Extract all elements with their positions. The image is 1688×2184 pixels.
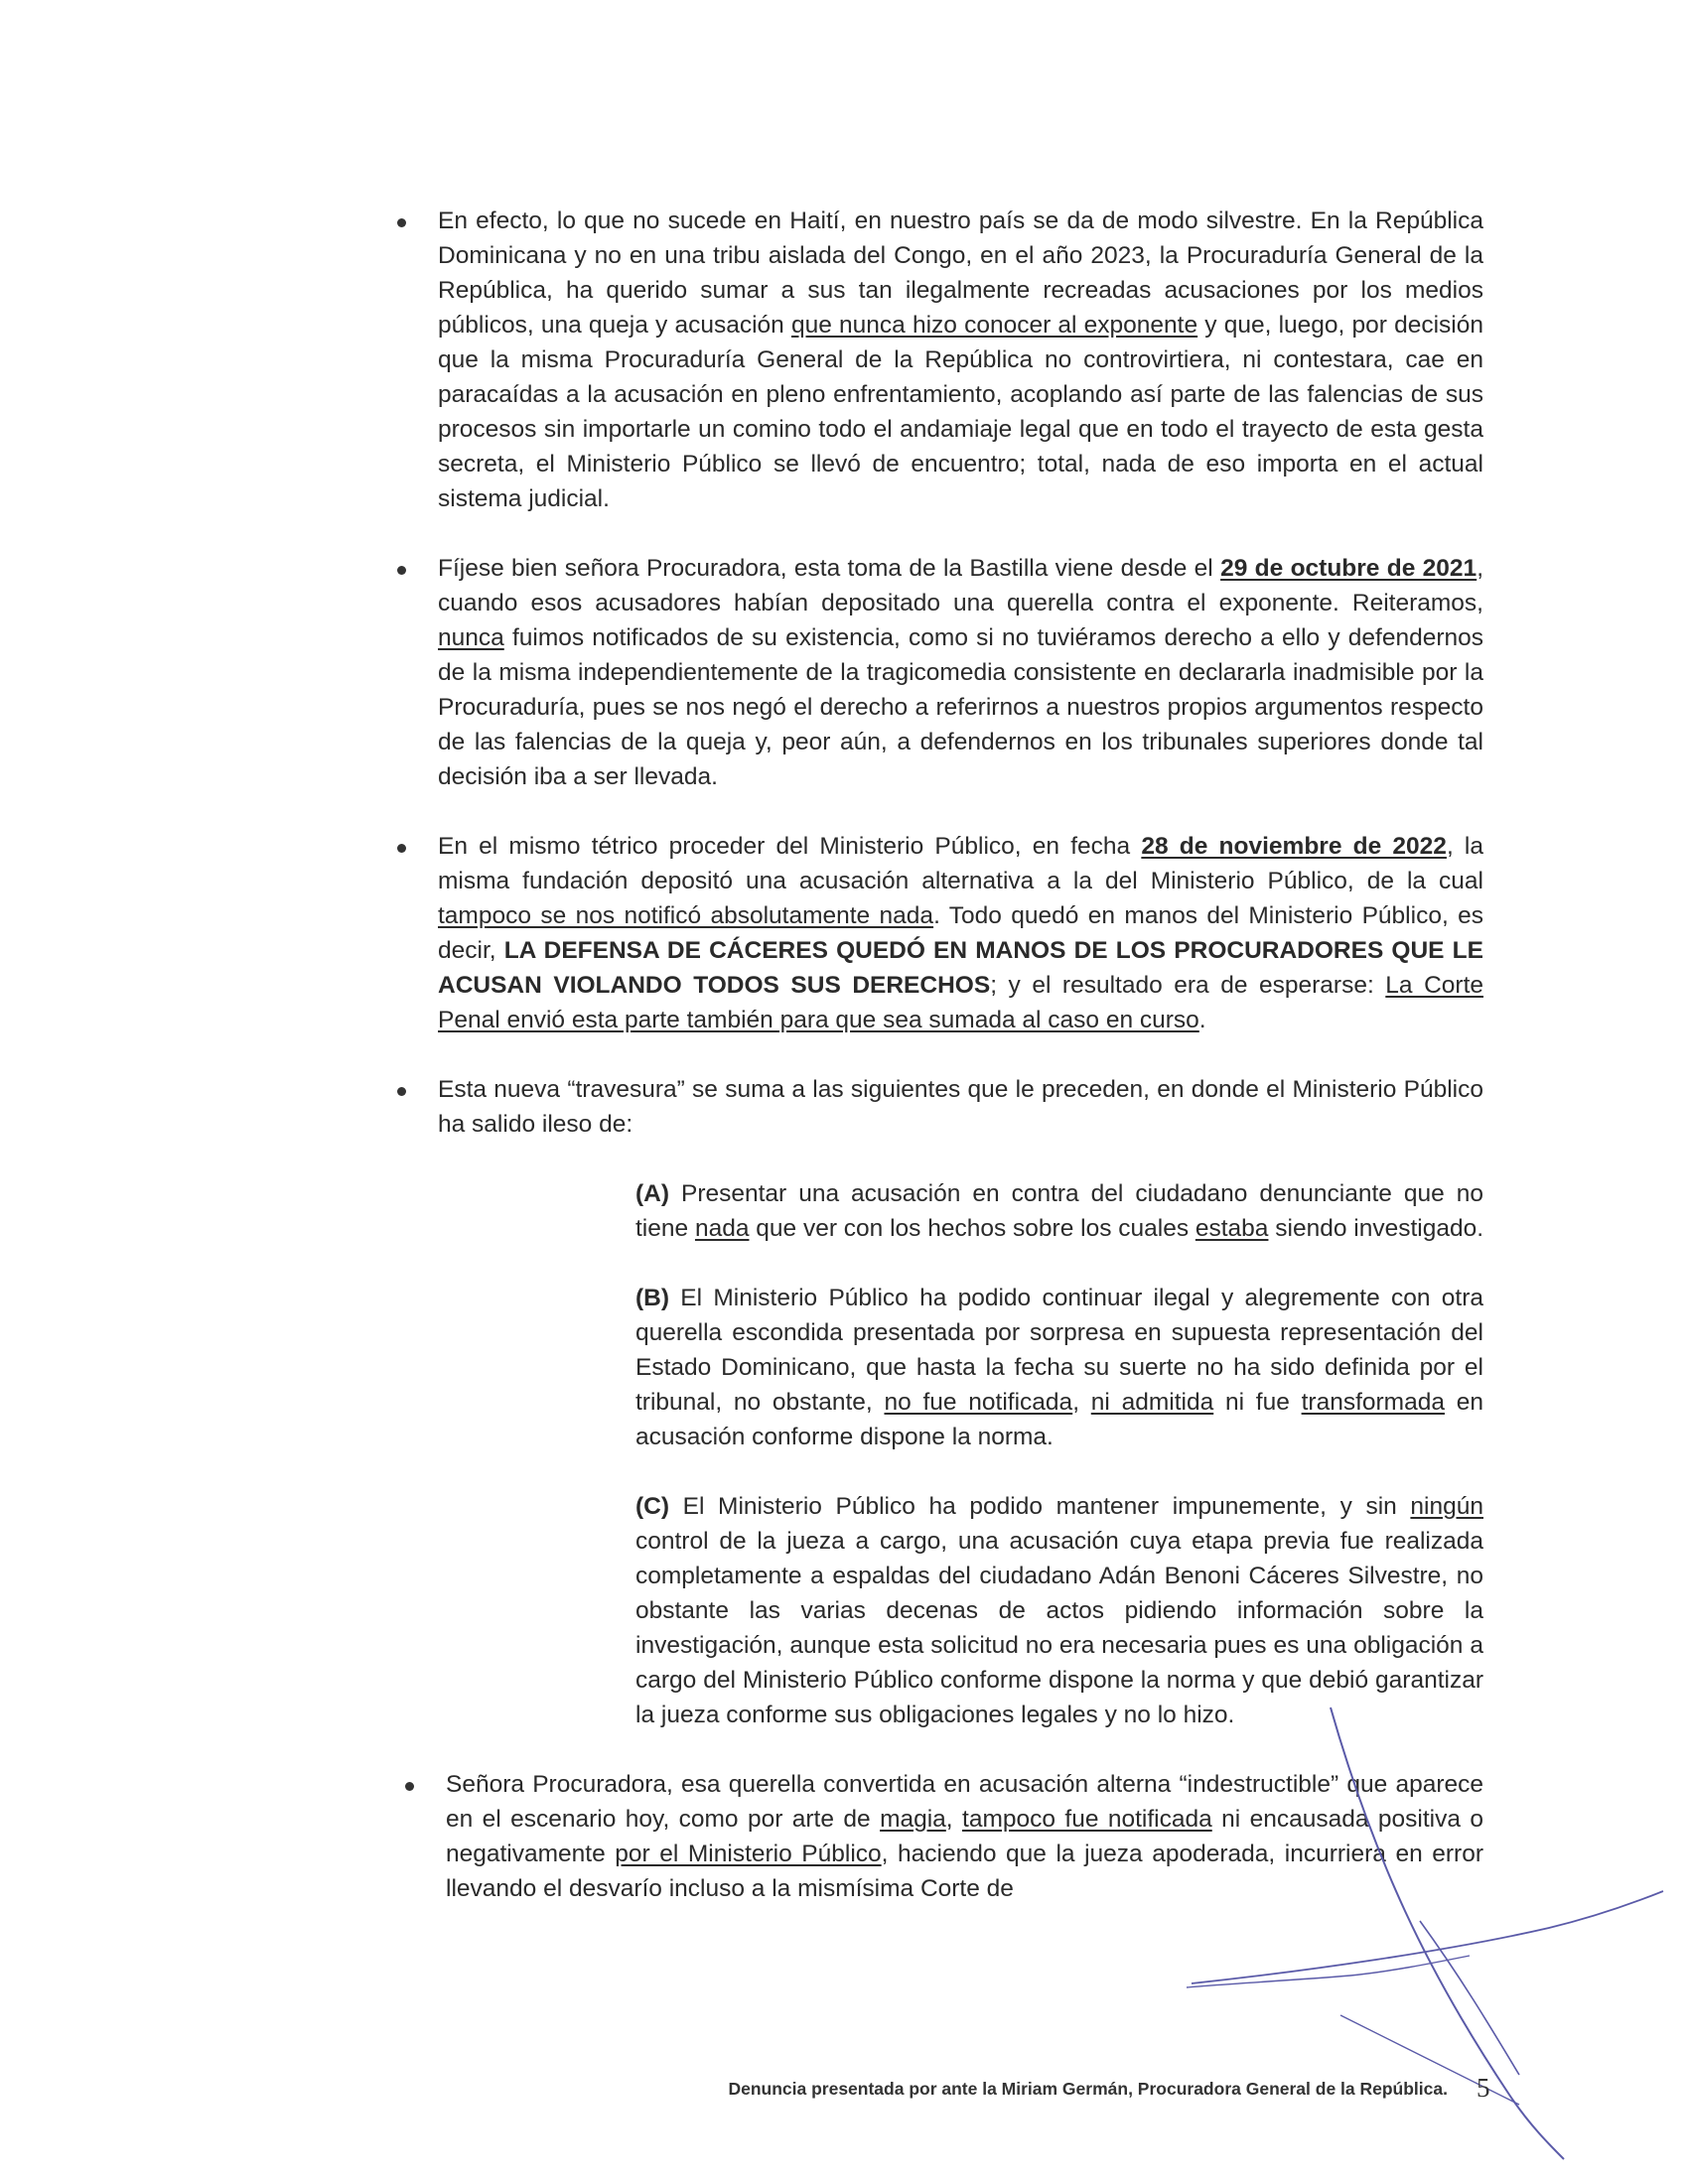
emphasis-text: La Corte Penal envió esta parte también para que sea sumada al caso en curso [438,972,1483,1033]
emphasis-text: transformada [1301,1389,1445,1416]
paragraph-text: En efecto, lo que no sucede en Haití, en nuestro país se da de modo silvestre. En la República Dominicana y no en una tribu aislada del Congo, en el año 2023, la Procuraduría General de la República, ha querido sumar a sus tan ilegalmente recreadas acusaciones por los medios públicos, una queja y acusación que nunca hizo conocer al exponente y que, luego, por decisión que la misma Procuraduría General de la República no controvirtiera, ni contestara, cae en paracaídas a la acusación en pleno enfrentamiento, acoplando así parte de las falencias de sus procesos sin importarle un comino todo el andamiaje legal que en todo el trayecto de esta gesta secreta, el Ministerio Público se llevó de encuentro; total, nada de eso importa en el actual sistema judicial. [438,207,1483,512]
footer-text: Denuncia presentada por ante la Miriam Germán, Procuradora General de la República. [728,2079,1448,2099]
emphasis-text: estaba [1195,1215,1269,1242]
paragraph-text: En el mismo tétrico proceder del Ministerio Público, en fecha 28 de noviembre de 2022, la misma fundación depositó una acusación alternativa a la del Ministerio Público, de la cual tampoco se nos notificó absolutamente nada. Todo quedó en manos del Ministerio Público, es decir, LA DEFENSA DE CÁCERES QUEDÓ EN MANOS DE LOS PROCURADORES QUE LE ACUSAN VIOLANDO TODOS SUS DERECHOS; y el resultado era de esperarse: La Corte Penal envió esta parte también para que sea sumada al caso en curso. [438,833,1484,1033]
sub-item-b: (B) El Ministerio Público ha podido continuar ilegal y alegremente con otra querella escondida presentada por sorpresa en supuesta representación del Estado Dominicano, que hasta la fecha su suerte no ha sido definida por el tribunal, no obstante, no fue notificada, ni admitida ni fue transformada en acusación conforme dispone la norma. [635,1285,1483,1450]
emphasis-text: que nunca hizo conocer al exponente [790,312,1198,339]
signature-stroke [1192,1891,1663,1983]
emphasis-text: ningún [1410,1493,1483,1520]
paragraph-text: Esta nueva “travesura” se suma a las siguientes que le preceden, en donde el Ministerio Público ha salido ileso de: [438,1076,1483,1138]
emphasis-text: nunca [438,624,504,651]
emphasis-text: (A) [635,1180,670,1207]
emphasis-text: magia [880,1806,946,1833]
emphasis-text: ni admitida [1090,1389,1214,1416]
paragraph-text: Fíjese bien señora Procuradora, esta toma de la Bastilla viene desde el 29 de octubre de 2021, cuando esos acusadores habían depositado una querella contra el exponente. Reiteramos, nunca fuimos notificados de su existencia, como si no tuviéramos derecho a ello y defendernos de la misma independientemente de la tragicomedia consistente en declararla inadmisible por la Procuraduría, pues se nos negó el derecho a referirnos a nuestros propios argumentos respecto de las falencias de la queja y, peor aún, a defendernos en los tribunales superiores donde tal decisión iba a ser llevada. [438,555,1483,790]
emphasis-text: 28 de noviembre de 2022 [1141,833,1447,860]
emphasis-text: (C) [635,1493,670,1520]
emphasis-text: no fue notificada [884,1389,1073,1416]
emphasis-text: LA DEFENSA DE CÁCERES QUEDÓ EN MANOS DE LOS PROCURADORES QUE LE ACUSAN VIOLANDO TODOS SUS DERECHOS [438,937,1483,999]
emphasis-text: 29 de octubre de 2021 [1220,555,1477,582]
emphasis-text: tampoco se nos notificó absolutamente nada [438,902,934,929]
emphasis-text: nada [694,1215,750,1242]
sub-item-c: (C) El Ministerio Público ha podido mantener impunemente, y sin ningún control de la jueza a cargo, una acusación cuya etapa previa fue realizada completamente a espaldas del ciudadano Adán Benoni Cáceres Silvestre, no obstante las varias decenas de actos pidiendo información sobre la investigación, aunque esta solicitud no era necesaria pues es una obligación a cargo del Ministerio Público conforme dispone la norma y que debió garantizar la jueza conforme sus obligaciones legales y no lo hizo. [635,1493,1483,1728]
sub-item-a: (A) Presentar una acusación en contra del ciudadano denunciante que no tiene nada que ver con los hechos sobre los cuales estaba siendo investigado. [635,1180,1484,1242]
paragraph-text: Señora Procuradora, esa querella convertida en acusación alterna “indestructible” que aparece en el escenario hoy, como por arte de magia, tampoco fue notificada ni encausada positiva o negativamente por el Ministerio Público, haciendo que la jueza apoderada, incurriera en error llevando el desvarío incluso a la mismísima Corte de [446,1771,1483,1902]
page-number: 5 [1477,2073,1490,2103]
emphasis-text: por el Ministerio Público [615,1841,882,1867]
emphasis-text: (B) [635,1285,670,1311]
emphasis-text: tampoco fue notificada [962,1806,1212,1833]
signature-stroke [1187,1956,1470,1987]
